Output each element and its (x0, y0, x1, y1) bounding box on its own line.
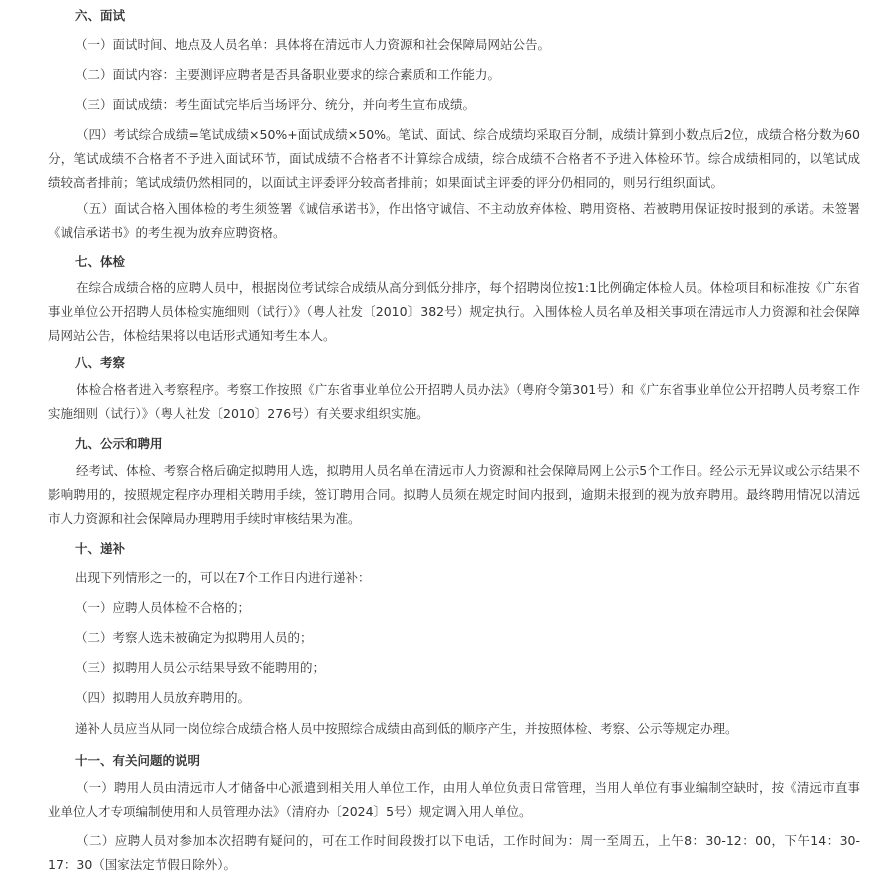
physical-body: 在综合成绩合格的应聘人员中，根据岗位考试综合成绩从高分到低分排序，每个招聘岗位按1:1比例确定体检人员。体检项目和标准按《广东省事业单位公开招聘人员体检实施细则（试行）》（粤人社发〔2010〕382号）规定执行。入围体检人员名单及相关事项在清远市人力资源和社会保障局网站公告，体检结果将以电话形式通知考生本人。 (48, 280, 860, 343)
interview-item-5: （五）面试合格入围体检的考生须签署《诚信承诺书》，作出恪守诚信、不主动放弃体检、聘用资格、若被聘用保证按时报到的承诺。未签署《诚信承诺书》的考生视为放弃应聘资格。 (48, 201, 860, 240)
section-heading-interview: 六、面试 (75, 8, 126, 23)
supplement-item-2: （二）考察人选未被确定为拟聘用人员的； (75, 630, 313, 645)
section-heading-supplement: 十、递补 (75, 541, 126, 556)
section-heading-inspection: 八、考察 (75, 355, 126, 370)
publicity-body: 经考试、体检、考察合格后确定拟聘用人选，拟聘用人员名单在清远市人力资源和社会保障局网上公示5个工作日。经公示无异议或公示结果不影响聘用的，按照规定程序办理相关聘用手续，签订聘用合同。拟聘人员须在规定时间内报到，逾期未报到的视为放弃聘用。最终聘用情况以清远市人力资源和社会保障局办理聘用手续时审核结果为准。 (48, 463, 860, 526)
section-heading-notes: 十一、有关问题的说明 (75, 753, 201, 768)
supplement-item-3: （三）拟聘用人员公示结果导致不能聘用的； (75, 660, 326, 675)
interview-item-2: （二）面试内容：主要测评应聘者是否具备职业要求的综合素质和工作能力。 (75, 67, 501, 82)
inspection-body: 体检合格者进入考察程序。考察工作按照《广东省事业单位公开招聘人员办法》（粤府令第301号）和《广东省事业单位公开招聘人员考察工作实施细则（试行）》（粤人社发〔2010〕276号）有关要求组织实施。 (48, 382, 860, 421)
notes-item-2: （二）应聘人员对参加本次招聘有疑问的，可在工作时间段拨打以下电话，工作时间为：周一至周五，上午8：30-12：00，下午14：30-17：30（国家法定节假日除外）。 (48, 833, 860, 872)
interview-item-4: （四）考试综合成绩=笔试成绩×50%+面试成绩×50%。笔试、面试、综合成绩均采取百分制，成绩计算到小数点后2位，成绩合格分数为60分，笔试成绩不合格者不予进入面试环节，面试成绩不合格者不计算综合成绩，综合成绩不合格者不予进入体检环节。综合成绩相同的，以笔试成绩较高者排前；笔试成绩仍然相同的，以面试主评委评分较高者排前；如果面试主评委的评分仍相同的，则另行组织面试。 (48, 127, 860, 190)
supplement-item-4: （四）拟聘用人员放弃聘用的。 (75, 690, 251, 705)
supplement-intro: 出现下列情形之一的，可以在7个工作日内进行递补： (75, 570, 371, 585)
interview-item-1: （一）面试时间、地点及人员名单：具体将在清远市人力资源和社会保障局网站公告。 (75, 37, 551, 52)
section-heading-publicity: 九、公示和聘用 (75, 436, 163, 451)
interview-item-3: （三）面试成绩：考生面试完毕后当场评分、统分，并向考生宣布成绩。 (75, 97, 476, 112)
section-heading-physical: 七、体检 (75, 254, 126, 269)
supplement-closing: 递补人员应当从同一岗位综合成绩合格人员中按照综合成绩由高到低的顺序产生，并按照体检、考察、公示等规定办理。 (75, 721, 738, 736)
supplement-item-1: （一）应聘人员体检不合格的； (75, 600, 251, 615)
notes-item-1: （一）聘用人员由清远市人才储备中心派遣到相关用人单位工作，由用人单位负责日常管理，当用人单位有事业编制空缺时，按《清远市直事业单位人才专项编制使用和人员管理办法》（清府办〔2024〕5号）规定调入用人单位。 (48, 780, 860, 819)
